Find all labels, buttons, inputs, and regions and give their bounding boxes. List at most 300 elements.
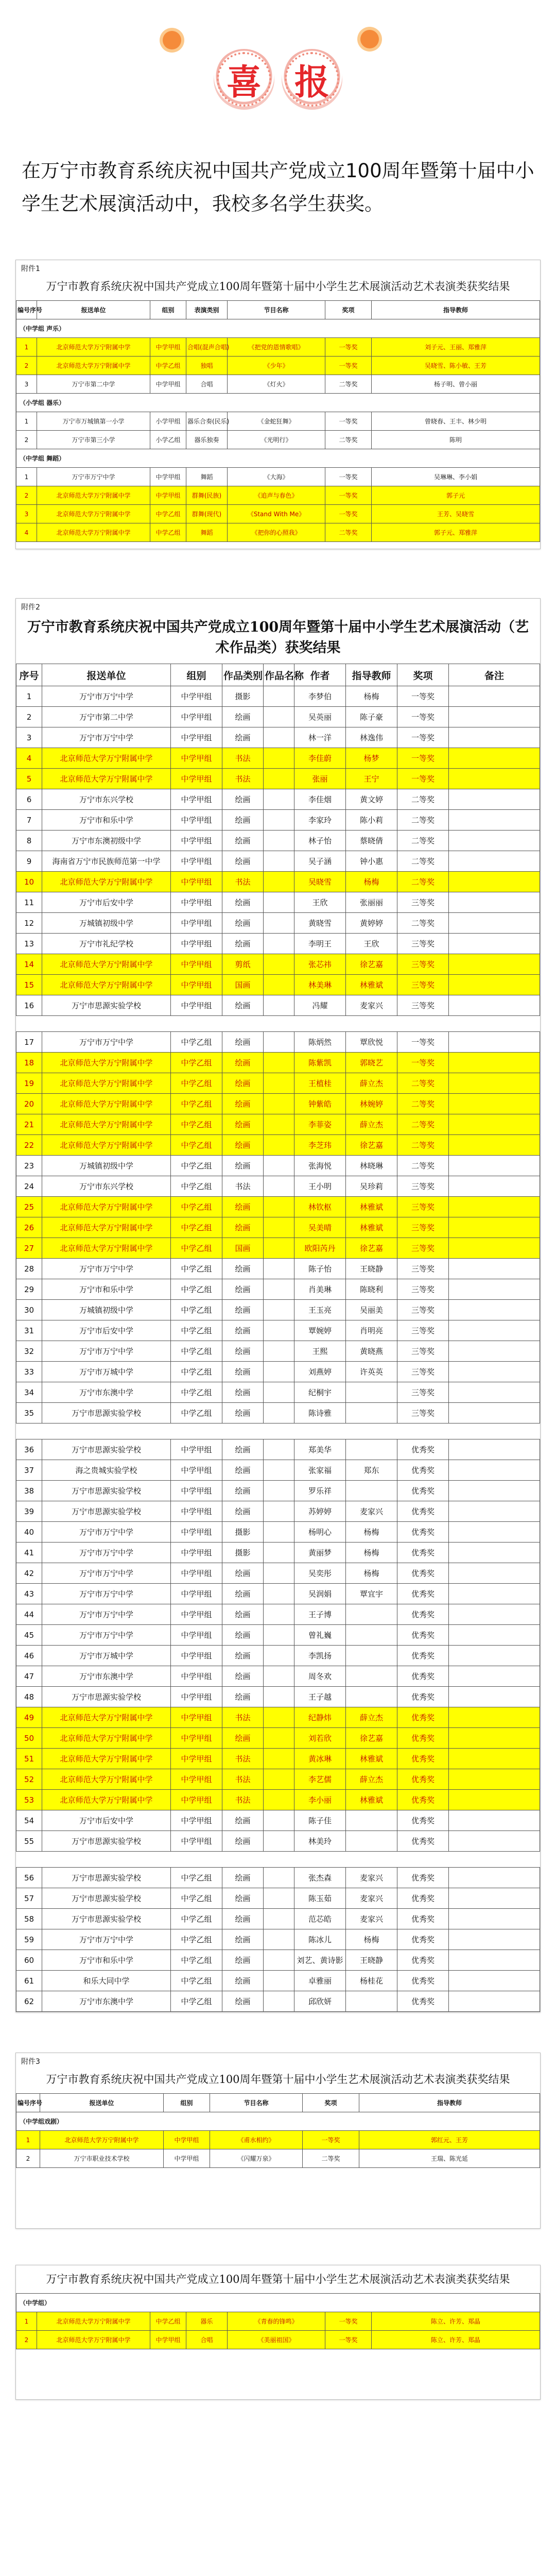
table-row [16, 505, 540, 523]
table-cell: 1 [16, 468, 37, 486]
table-cell: 黄晓燕 [346, 1341, 397, 1362]
table-cell: 一等奖 [325, 338, 372, 357]
table-cell: 和乐大同中学 [42, 1971, 171, 1991]
table-cell [264, 934, 294, 954]
table-cell [264, 1604, 294, 1625]
table-cell: 万宁市万宁中学 [42, 1543, 171, 1563]
table-cell: 41 [16, 1543, 42, 1563]
table-cell: 剪纸 [222, 954, 264, 975]
table-cell: 中学甲组 [171, 1584, 222, 1604]
column-header: 奖项 [397, 664, 449, 686]
column-header: 指导教师 [346, 664, 397, 686]
table-cell: 万宁市思源实验学校 [42, 1687, 171, 1707]
table-cell: 邱欣妍 [294, 1991, 346, 2012]
table-cell: 黄文婷 [346, 789, 397, 810]
table-cell: 绘画 [222, 1382, 264, 1403]
table-cell: 48 [16, 1687, 42, 1707]
table-cell: 舞蹈 [186, 468, 228, 486]
table-cell [346, 1991, 397, 2012]
table-cell [264, 892, 294, 913]
table-cell [449, 1300, 540, 1320]
table-cell: 优秀奖 [397, 1868, 449, 1888]
table-cell: 林一洋 [294, 727, 346, 748]
table-row [16, 1300, 540, 1320]
table-cell: 陈玉茹 [294, 1888, 346, 1909]
table-cell [449, 975, 540, 995]
table-cell: 中学甲组 [171, 1481, 222, 1501]
table-cell: 吴丽美 [346, 1300, 397, 1320]
table-cell: 二等奖 [397, 1094, 449, 1114]
attachment-label: 附件3 [21, 2058, 40, 2066]
table-cell: 吴晓雪、陈小敏、王芳 [372, 357, 540, 375]
table-cell: 2 [16, 431, 37, 449]
table-cell: 3 [16, 375, 37, 394]
doc-drama-awards [15, 2053, 541, 2229]
table-cell: 绘画 [222, 851, 264, 872]
table-cell: 14 [16, 954, 42, 975]
table-cell: 吴英丽 [294, 707, 346, 727]
table-cell: 优秀奖 [397, 1831, 449, 1852]
table-cell: 1 [16, 2312, 37, 2331]
table-cell: 27 [16, 1238, 42, 1259]
table-cell: 绘画 [222, 1481, 264, 1501]
table-cell: 绘画 [222, 707, 264, 727]
table-cell [449, 1259, 540, 1279]
table-cell: 一等奖 [325, 357, 372, 375]
table-cell: 绘画 [222, 1563, 264, 1584]
table-cell: 陈小莉 [346, 810, 397, 831]
table-cell: 绘画 [222, 1320, 264, 1341]
table-cell: 万宁市思源实验学校 [42, 1439, 171, 1460]
table-cell: 林雅斌 [346, 975, 397, 995]
column-header: 奖项 [303, 2094, 359, 2112]
section-row [16, 2294, 540, 2312]
table-cell: 陈立、许芳、郑晶 [372, 2331, 540, 2349]
doc-title: 万宁市教育系统庆祝中国共产党成立100周年暨第十届中小学生艺术展演活动（艺术作品类）获奖结果 [27, 619, 529, 656]
table-cell: 优秀奖 [397, 1950, 449, 1971]
table-cell [264, 1769, 294, 1790]
table-cell: 中学甲组 [164, 2149, 210, 2168]
table-cell: 绘画 [222, 1135, 264, 1156]
table-cell: 绘画 [222, 892, 264, 913]
table-cell: 黄婷婷 [346, 913, 397, 934]
table-cell [264, 1728, 294, 1749]
table-cell: 张芯祎 [294, 954, 346, 975]
section-label: （中学组 声乐） [16, 319, 540, 338]
table-row [16, 727, 540, 748]
table-cell [449, 1749, 540, 1769]
table-cell: 中学甲组 [171, 1501, 222, 1522]
table-cell: 19 [16, 1073, 42, 1094]
table-cell: 三等奖 [397, 1382, 449, 1403]
table-cell [264, 1073, 294, 1094]
table-cell: 万宁市万宁中学 [42, 727, 171, 748]
table-cell: 吴奕彤 [294, 1563, 346, 1584]
table-cell [449, 1769, 540, 1790]
table-cell [264, 1543, 294, 1563]
table-cell: 万宁市东澳初级中学 [42, 831, 171, 851]
table-cell: 中学乙组 [171, 1032, 222, 1053]
table-cell: 郑东 [346, 1460, 397, 1481]
spacer-cell [16, 1016, 540, 1032]
table-cell: 35 [16, 1403, 42, 1423]
table-row [16, 1971, 540, 1991]
table-cell: 万宁市思源实验学校 [42, 1481, 171, 1501]
table-cell [264, 1991, 294, 2012]
table-cell: 31 [16, 1320, 42, 1341]
table-row [16, 1563, 540, 1584]
table-cell: 中学甲组 [171, 1810, 222, 1831]
table-cell: 黄冰琳 [294, 1749, 346, 1769]
column-header: 组别 [150, 301, 186, 319]
table-cell: 25 [16, 1197, 42, 1217]
table-cell: 北京师范大学万宁附属中学 [37, 338, 150, 357]
table-row [16, 523, 540, 542]
table-cell: 刘艺、黄诗影 [294, 1950, 346, 1971]
table-cell: 二等奖 [325, 431, 372, 449]
table-cell: 中学甲组 [150, 468, 186, 486]
table-cell [264, 1481, 294, 1501]
table-cell: 麦家兴 [346, 1888, 397, 1909]
table-cell [449, 1666, 540, 1687]
table-cell: 中学乙组 [150, 2312, 186, 2331]
section-row [16, 394, 540, 412]
table-cell: 中学甲组 [171, 707, 222, 727]
table-cell: 绘画 [222, 1362, 264, 1382]
table-row [16, 375, 540, 394]
table-cell [264, 1868, 294, 1888]
table-cell [346, 1481, 397, 1501]
table-cell: 49 [16, 1707, 42, 1728]
table-cell: 三等奖 [397, 1259, 449, 1279]
table-row [16, 486, 540, 505]
table-row [16, 1073, 540, 1094]
table-cell [449, 1341, 540, 1362]
table-cell: 书法 [222, 748, 264, 769]
table-cell: 北京师范大学万宁附属中学 [42, 1769, 171, 1790]
table-cell: 书法 [222, 1769, 264, 1790]
table-cell [449, 1501, 540, 1522]
awards-table [16, 300, 540, 542]
table-cell: 李凯扬 [294, 1646, 346, 1666]
table-cell: 一等奖 [397, 769, 449, 789]
table-cell: 绘画 [222, 1687, 264, 1707]
table-cell: 李佳蔚 [294, 748, 346, 769]
table-row [16, 338, 540, 357]
table-cell: 万宁市和乐中学 [42, 1950, 171, 1971]
table-cell [346, 1810, 397, 1831]
table-cell [264, 1810, 294, 1831]
table-row [16, 1769, 540, 1790]
table-cell: 46 [16, 1646, 42, 1666]
table-cell [264, 1625, 294, 1646]
table-cell: 王欣 [294, 892, 346, 913]
table-cell: 26 [16, 1217, 42, 1238]
table-row [16, 851, 540, 872]
table-cell: 中学甲组 [171, 1543, 222, 1563]
table-cell: 三等奖 [397, 995, 449, 1016]
table-cell [264, 1032, 294, 1053]
table-cell: 张丽 [294, 769, 346, 789]
table-cell: 绘画 [222, 1439, 264, 1460]
column-header: 编号序号 [16, 301, 37, 319]
table-cell: 北京师范大学万宁附属中学 [42, 1073, 171, 1094]
table-row [16, 2149, 540, 2168]
table-cell: 林雅斌 [346, 1217, 397, 1238]
table-cell [449, 1604, 540, 1625]
table-row [16, 357, 540, 375]
table-cell: 吴子涵 [294, 851, 346, 872]
table-cell [264, 1522, 294, 1543]
table-cell [346, 1439, 397, 1460]
table-cell: 徐艺嘉 [346, 1728, 397, 1749]
attachment-label: 附件1 [21, 265, 40, 273]
table-cell: 60 [16, 1950, 42, 1971]
table-cell: 中学乙组 [171, 1971, 222, 1991]
table-cell: 中学甲组 [171, 1439, 222, 1460]
table-cell: 4 [16, 748, 42, 769]
table-cell [264, 954, 294, 975]
table-cell: 55 [16, 1831, 42, 1852]
table-cell: 北京师范大学万宁附属中学 [42, 1197, 171, 1217]
table-cell: 书法 [222, 769, 264, 789]
table-cell [264, 707, 294, 727]
table-cell: 39 [16, 1501, 42, 1522]
table-row [16, 1217, 540, 1238]
table-row [16, 769, 540, 789]
table-cell [264, 1320, 294, 1341]
table-cell: 合唱(混声合唱) [186, 338, 228, 357]
table-cell [264, 769, 294, 789]
table-cell: 万宁市第二中学 [42, 707, 171, 727]
table-cell: 二等奖 [397, 1073, 449, 1094]
table-cell: 万宁市万宁中学 [42, 1929, 171, 1950]
table-cell [449, 1950, 540, 1971]
table-cell: 三等奖 [397, 954, 449, 975]
table-cell: 54 [16, 1810, 42, 1831]
table-cell: 郭子元、郑雅萍 [372, 523, 540, 542]
table-row [16, 1197, 540, 1217]
table-cell: 2 [16, 357, 37, 375]
table-cell [346, 1646, 397, 1666]
table-cell: 三等奖 [397, 1362, 449, 1382]
column-header: 组别 [171, 664, 222, 686]
table-cell: 38 [16, 1481, 42, 1501]
table-row [16, 1481, 540, 1501]
section-row [16, 449, 540, 468]
table-cell: 绘画 [222, 1094, 264, 1114]
column-header: 作品名称 [264, 664, 294, 686]
table-cell: 8 [16, 831, 42, 851]
table-cell: 范芯皓 [294, 1909, 346, 1929]
table-cell [346, 1687, 397, 1707]
table-cell: 中学乙组 [150, 505, 186, 523]
table-cell: 万宁市和乐中学 [42, 810, 171, 831]
table-row [16, 1176, 540, 1197]
table-cell: 一等奖 [397, 1053, 449, 1073]
table-cell [264, 686, 294, 707]
table-cell: 林晓琳 [346, 1156, 397, 1176]
table-cell: 优秀奖 [397, 1501, 449, 1522]
table-cell [264, 1646, 294, 1666]
table-cell: 绘画 [222, 831, 264, 851]
table-cell: 绘画 [222, 789, 264, 810]
table-row [16, 831, 540, 851]
column-header: 序号 [16, 664, 42, 686]
table-cell: 中学乙组 [171, 1114, 222, 1135]
table-cell: 万宁市万城中学 [42, 1646, 171, 1666]
table-cell: 优秀奖 [397, 1707, 449, 1728]
table-row [16, 1707, 540, 1728]
table-cell [264, 1382, 294, 1403]
table-cell [264, 1135, 294, 1156]
table-cell: 国画 [222, 975, 264, 995]
table-cell: 15 [16, 975, 42, 995]
table-cell: 杨梅 [346, 1929, 397, 1950]
table-cell: 中学甲组 [171, 1687, 222, 1707]
table-cell: 中学甲组 [171, 1769, 222, 1790]
table-cell: 45 [16, 1625, 42, 1646]
table-cell: 优秀奖 [397, 1460, 449, 1481]
table-cell: 绘画 [222, 1584, 264, 1604]
doc-artwork-awards [15, 598, 541, 2012]
table-cell: 22 [16, 1135, 42, 1156]
table-cell: 《甫水相约》 [210, 2131, 303, 2149]
table-cell [264, 1197, 294, 1217]
table-cell: 薛立杰 [346, 1073, 397, 1094]
table-cell: 优秀奖 [397, 1888, 449, 1909]
table-cell: 44 [16, 1604, 42, 1625]
table-row [16, 954, 540, 975]
table-cell: 10 [16, 872, 42, 892]
table-cell: 绘画 [222, 1810, 264, 1831]
table-cell: 张丽丽 [346, 892, 397, 913]
table-cell: 57 [16, 1888, 42, 1909]
table-cell: 绘画 [222, 1604, 264, 1625]
table-cell: 杨子明、曾小丽 [372, 375, 540, 394]
table-cell: 北京师范大学万宁附属中学 [37, 2331, 150, 2349]
table-row [16, 1501, 540, 1522]
table-cell: 37 [16, 1460, 42, 1481]
table-cell [264, 1094, 294, 1114]
table-cell: 中学甲组 [171, 995, 222, 1016]
table-cell: 中学甲组 [171, 727, 222, 748]
table-row [16, 1790, 540, 1810]
table-cell: 万宁市东澳中学 [42, 1991, 171, 2012]
table-cell [264, 789, 294, 810]
table-cell: 杨梅 [346, 1563, 397, 1584]
table-cell [346, 1604, 397, 1625]
table-cell: 林子怡 [294, 831, 346, 851]
table-row [16, 1238, 540, 1259]
middle-table [16, 2293, 540, 2349]
table-cell: 中学甲组 [171, 892, 222, 913]
table-cell: 中学乙组 [171, 1888, 222, 1909]
table-cell: 绘画 [222, 1868, 264, 1888]
table-cell [264, 1403, 294, 1423]
table-cell: 中学甲组 [171, 1749, 222, 1769]
table-row [16, 975, 540, 995]
table-cell: 北京师范大学万宁附属中学 [37, 357, 150, 375]
table-cell: 万宁市后安中学 [42, 892, 171, 913]
doc-middle-awards [15, 2265, 541, 2400]
table-cell: 万宁市职业技术学校 [40, 2149, 164, 2168]
section-label: （小学组 器乐） [16, 394, 540, 412]
table-cell: 三等奖 [397, 1238, 449, 1259]
table-cell: 万宁市礼纪学校 [42, 934, 171, 954]
table-cell: 群舞(民族) [186, 486, 228, 505]
table-cell [449, 1584, 540, 1604]
table-cell: 国画 [222, 1238, 264, 1259]
table-cell: 北京师范大学万宁附属中学 [42, 1728, 171, 1749]
table-cell: 中学甲组 [150, 486, 186, 505]
table-cell: 覃宜宇 [346, 1584, 397, 1604]
table-cell: 王晓静 [346, 1259, 397, 1279]
column-header: 指导教师 [372, 301, 540, 319]
table-cell: 50 [16, 1728, 42, 1749]
table-cell: 《金蛇狂舞》 [228, 412, 325, 431]
table-cell: 王欣 [346, 934, 397, 954]
table-cell [264, 872, 294, 892]
table-row [16, 1053, 540, 1073]
table-cell: 中学甲组 [171, 831, 222, 851]
table-cell: 王玉亮 [294, 1300, 346, 1320]
table-cell: 吴晓雪 [294, 872, 346, 892]
table-row [16, 431, 540, 449]
table-cell [264, 1666, 294, 1687]
table-cell [449, 1991, 540, 2012]
table-cell: 优秀奖 [397, 1971, 449, 1991]
table-cell: 小学乙组 [150, 431, 186, 449]
table-cell: 一等奖 [325, 412, 372, 431]
table-cell: 王子越 [294, 1687, 346, 1707]
table-cell: 肖明亮 [346, 1320, 397, 1341]
table-cell: 47 [16, 1666, 42, 1687]
table-cell: 5 [16, 769, 42, 789]
table-cell: 58 [16, 1909, 42, 1929]
header-banner [0, 0, 556, 155]
intro-text: 在万宁市教育系统庆祝中国共产党成立100周年暨第十届中小学生艺术展演活动中，我校多名学生获奖。 [22, 160, 534, 215]
table-header-row [16, 2094, 540, 2112]
table-cell: 61 [16, 1971, 42, 1991]
table-cell: 3 [16, 505, 37, 523]
table-cell: 2 [16, 2149, 40, 2168]
table-cell: 郭子元 [372, 486, 540, 505]
table-cell: 李家玲 [294, 810, 346, 831]
table-cell: 肖美琳 [294, 1279, 346, 1300]
table-cell [449, 1032, 540, 1053]
table-row [16, 1094, 540, 1114]
table-cell: 12 [16, 913, 42, 934]
table-cell: 绘画 [222, 1259, 264, 1279]
table-cell: 中学乙组 [171, 1320, 222, 1341]
table-cell: 覃婉婷 [294, 1320, 346, 1341]
table-cell: 三等奖 [397, 1320, 449, 1341]
table-cell: 中学乙组 [171, 1362, 222, 1382]
table-row [16, 913, 540, 934]
table-cell: 17 [16, 1032, 42, 1053]
table-cell: 群舞(现代) [186, 505, 228, 523]
table-cell: 优秀奖 [397, 1625, 449, 1646]
table-cell [449, 1073, 540, 1094]
table-cell [264, 831, 294, 851]
table-cell: 三等奖 [397, 1176, 449, 1197]
table-cell: 林婉婷 [346, 1094, 397, 1114]
table-cell: 28 [16, 1259, 42, 1279]
table-cell: 中学甲组 [171, 1563, 222, 1584]
column-header: 报送单位 [42, 664, 171, 686]
table-cell: 吴琳琳、李小娟 [372, 468, 540, 486]
